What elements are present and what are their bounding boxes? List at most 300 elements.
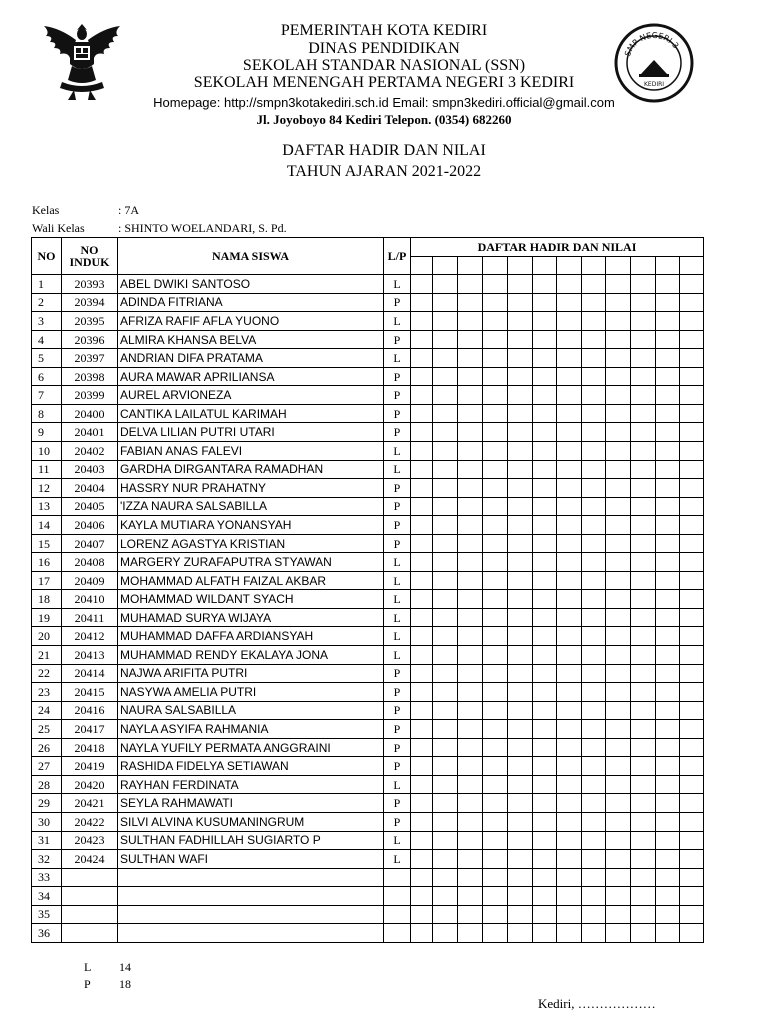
- attendance-cell[interactable]: [433, 571, 458, 590]
- attendance-cell[interactable]: [533, 275, 557, 294]
- attendance-cell[interactable]: [433, 275, 458, 294]
- attendance-cell[interactable]: [582, 720, 606, 739]
- attendance-cell[interactable]: [458, 887, 483, 906]
- attendance-cell[interactable]: [508, 683, 533, 702]
- attendance-cell[interactable]: [483, 683, 508, 702]
- attendance-cell[interactable]: [656, 905, 680, 924]
- attendance-cell[interactable]: [508, 850, 533, 869]
- attendance-cell[interactable]: [458, 720, 483, 739]
- attendance-cell[interactable]: [631, 738, 656, 757]
- attendance-cell[interactable]: [680, 367, 704, 386]
- attendance-cell[interactable]: [606, 646, 631, 665]
- attendance-cell[interactable]: [557, 850, 582, 869]
- attendance-cell[interactable]: [582, 757, 606, 776]
- attendance-cell[interactable]: [656, 775, 680, 794]
- attendance-cell[interactable]: [411, 367, 433, 386]
- attendance-cell[interactable]: [533, 516, 557, 535]
- attendance-cell[interactable]: [411, 646, 433, 665]
- attendance-cell[interactable]: [533, 312, 557, 331]
- attendance-cell[interactable]: [606, 479, 631, 498]
- attendance-cell[interactable]: [582, 479, 606, 498]
- attendance-cell[interactable]: [631, 812, 656, 831]
- attendance-cell[interactable]: [508, 497, 533, 516]
- attendance-cell[interactable]: [411, 534, 433, 553]
- attendance-cell[interactable]: [411, 831, 433, 850]
- attendance-cell[interactable]: [582, 497, 606, 516]
- attendance-cell[interactable]: [483, 905, 508, 924]
- attendance-cell[interactable]: [656, 590, 680, 609]
- attendance-cell[interactable]: [483, 571, 508, 590]
- attendance-cell[interactable]: [631, 330, 656, 349]
- attendance-cell[interactable]: [508, 293, 533, 312]
- attendance-cell[interactable]: [433, 516, 458, 535]
- attendance-cell[interactable]: [582, 794, 606, 813]
- attendance-cell[interactable]: [458, 683, 483, 702]
- attendance-cell[interactable]: [557, 887, 582, 906]
- attendance-cell[interactable]: [508, 831, 533, 850]
- attendance-cell[interactable]: [411, 775, 433, 794]
- attendance-cell[interactable]: [582, 812, 606, 831]
- attendance-cell[interactable]: [606, 275, 631, 294]
- attendance-cell[interactable]: [458, 868, 483, 887]
- attendance-cell[interactable]: [508, 887, 533, 906]
- attendance-cell[interactable]: [606, 497, 631, 516]
- attendance-cell[interactable]: [557, 664, 582, 683]
- attendance-cell[interactable]: [508, 720, 533, 739]
- attendance-cell[interactable]: [557, 775, 582, 794]
- attendance-cell[interactable]: [411, 812, 433, 831]
- attendance-cell[interactable]: [656, 349, 680, 368]
- attendance-cell[interactable]: [606, 812, 631, 831]
- attendance-cell[interactable]: [433, 683, 458, 702]
- attendance-cell[interactable]: [508, 479, 533, 498]
- attendance-cell[interactable]: [433, 423, 458, 442]
- attendance-cell[interactable]: [508, 794, 533, 813]
- attendance-cell[interactable]: [656, 664, 680, 683]
- attendance-cell[interactable]: [606, 404, 631, 423]
- attendance-cell[interactable]: [680, 497, 704, 516]
- attendance-cell[interactable]: [582, 442, 606, 461]
- attendance-cell[interactable]: [411, 738, 433, 757]
- attendance-cell[interactable]: [483, 404, 508, 423]
- attendance-cell[interactable]: [411, 664, 433, 683]
- attendance-cell[interactable]: [433, 367, 458, 386]
- attendance-cell[interactable]: [606, 349, 631, 368]
- attendance-cell[interactable]: [433, 293, 458, 312]
- attendance-cell[interactable]: [433, 553, 458, 572]
- attendance-cell[interactable]: [533, 349, 557, 368]
- attendance-cell[interactable]: [656, 330, 680, 349]
- attendance-cell[interactable]: [557, 479, 582, 498]
- attendance-cell[interactable]: [582, 905, 606, 924]
- attendance-cell[interactable]: [433, 738, 458, 757]
- attendance-cell[interactable]: [411, 905, 433, 924]
- attendance-cell[interactable]: [656, 887, 680, 906]
- attendance-cell[interactable]: [582, 627, 606, 646]
- attendance-cell[interactable]: [411, 312, 433, 331]
- attendance-cell[interactable]: [582, 646, 606, 665]
- attendance-cell[interactable]: [411, 479, 433, 498]
- attendance-cell[interactable]: [631, 850, 656, 869]
- attendance-cell[interactable]: [582, 312, 606, 331]
- attendance-cell[interactable]: [557, 831, 582, 850]
- attendance-cell[interactable]: [458, 590, 483, 609]
- attendance-cell[interactable]: [508, 312, 533, 331]
- attendance-cell[interactable]: [656, 646, 680, 665]
- attendance-cell[interactable]: [533, 367, 557, 386]
- attendance-cell[interactable]: [606, 738, 631, 757]
- attendance-cell[interactable]: [458, 293, 483, 312]
- attendance-cell[interactable]: [483, 887, 508, 906]
- attendance-cell[interactable]: [533, 850, 557, 869]
- attendance-cell[interactable]: [680, 757, 704, 776]
- attendance-cell[interactable]: [411, 924, 433, 943]
- attendance-cell[interactable]: [631, 794, 656, 813]
- attendance-cell[interactable]: [582, 775, 606, 794]
- attendance-cell[interactable]: [631, 905, 656, 924]
- attendance-cell[interactable]: [680, 590, 704, 609]
- attendance-cell[interactable]: [433, 590, 458, 609]
- attendance-cell[interactable]: [483, 423, 508, 442]
- attendance-cell[interactable]: [606, 831, 631, 850]
- attendance-cell[interactable]: [458, 812, 483, 831]
- attendance-cell[interactable]: [631, 590, 656, 609]
- attendance-cell[interactable]: [458, 367, 483, 386]
- attendance-cell[interactable]: [433, 497, 458, 516]
- attendance-cell[interactable]: [483, 460, 508, 479]
- attendance-cell[interactable]: [680, 701, 704, 720]
- attendance-cell[interactable]: [508, 460, 533, 479]
- attendance-cell[interactable]: [680, 775, 704, 794]
- attendance-cell[interactable]: [582, 349, 606, 368]
- attendance-cell[interactable]: [533, 590, 557, 609]
- attendance-cell[interactable]: [483, 516, 508, 535]
- attendance-cell[interactable]: [606, 516, 631, 535]
- attendance-cell[interactable]: [631, 423, 656, 442]
- attendance-cell[interactable]: [631, 701, 656, 720]
- attendance-cell[interactable]: [458, 404, 483, 423]
- attendance-cell[interactable]: [656, 516, 680, 535]
- attendance-cell[interactable]: [631, 497, 656, 516]
- attendance-cell[interactable]: [680, 646, 704, 665]
- attendance-cell[interactable]: [582, 701, 606, 720]
- attendance-cell[interactable]: [582, 868, 606, 887]
- attendance-cell[interactable]: [656, 367, 680, 386]
- attendance-cell[interactable]: [680, 664, 704, 683]
- attendance-cell[interactable]: [533, 479, 557, 498]
- attendance-cell[interactable]: [433, 757, 458, 776]
- attendance-cell[interactable]: [582, 423, 606, 442]
- attendance-cell[interactable]: [557, 608, 582, 627]
- attendance-cell[interactable]: [533, 571, 557, 590]
- attendance-cell[interactable]: [680, 516, 704, 535]
- attendance-cell[interactable]: [433, 479, 458, 498]
- attendance-cell[interactable]: [483, 794, 508, 813]
- attendance-cell[interactable]: [508, 812, 533, 831]
- attendance-cell[interactable]: [458, 924, 483, 943]
- attendance-cell[interactable]: [533, 627, 557, 646]
- attendance-cell[interactable]: [557, 868, 582, 887]
- attendance-cell[interactable]: [656, 831, 680, 850]
- attendance-cell[interactable]: [680, 738, 704, 757]
- attendance-cell[interactable]: [458, 701, 483, 720]
- attendance-cell[interactable]: [680, 460, 704, 479]
- attendance-cell[interactable]: [411, 330, 433, 349]
- attendance-cell[interactable]: [656, 571, 680, 590]
- attendance-cell[interactable]: [411, 683, 433, 702]
- attendance-cell[interactable]: [508, 349, 533, 368]
- attendance-cell[interactable]: [508, 590, 533, 609]
- attendance-cell[interactable]: [631, 534, 656, 553]
- attendance-cell[interactable]: [656, 720, 680, 739]
- attendance-cell[interactable]: [508, 275, 533, 294]
- attendance-cell[interactable]: [680, 423, 704, 442]
- attendance-cell[interactable]: [582, 386, 606, 405]
- attendance-cell[interactable]: [533, 553, 557, 572]
- attendance-cell[interactable]: [582, 738, 606, 757]
- attendance-cell[interactable]: [557, 330, 582, 349]
- attendance-cell[interactable]: [656, 423, 680, 442]
- attendance-cell[interactable]: [582, 293, 606, 312]
- attendance-cell[interactable]: [533, 831, 557, 850]
- attendance-cell[interactable]: [680, 312, 704, 331]
- attendance-cell[interactable]: [680, 534, 704, 553]
- attendance-cell[interactable]: [411, 423, 433, 442]
- attendance-cell[interactable]: [483, 534, 508, 553]
- attendance-cell[interactable]: [680, 404, 704, 423]
- attendance-cell[interactable]: [582, 404, 606, 423]
- attendance-cell[interactable]: [508, 330, 533, 349]
- attendance-cell[interactable]: [483, 442, 508, 461]
- attendance-cell[interactable]: [483, 312, 508, 331]
- attendance-cell[interactable]: [680, 293, 704, 312]
- attendance-cell[interactable]: [411, 275, 433, 294]
- attendance-cell[interactable]: [656, 738, 680, 757]
- attendance-cell[interactable]: [533, 460, 557, 479]
- attendance-cell[interactable]: [458, 757, 483, 776]
- attendance-cell[interactable]: [656, 683, 680, 702]
- attendance-cell[interactable]: [411, 701, 433, 720]
- attendance-cell[interactable]: [458, 460, 483, 479]
- attendance-cell[interactable]: [606, 590, 631, 609]
- attendance-cell[interactable]: [483, 293, 508, 312]
- attendance-cell[interactable]: [411, 293, 433, 312]
- attendance-cell[interactable]: [458, 794, 483, 813]
- attendance-cell[interactable]: [656, 627, 680, 646]
- attendance-cell[interactable]: [680, 627, 704, 646]
- attendance-cell[interactable]: [631, 386, 656, 405]
- attendance-cell[interactable]: [458, 627, 483, 646]
- attendance-cell[interactable]: [680, 812, 704, 831]
- attendance-cell[interactable]: [680, 868, 704, 887]
- attendance-cell[interactable]: [557, 460, 582, 479]
- attendance-cell[interactable]: [680, 479, 704, 498]
- attendance-cell[interactable]: [606, 924, 631, 943]
- attendance-cell[interactable]: [458, 349, 483, 368]
- attendance-cell[interactable]: [656, 812, 680, 831]
- attendance-cell[interactable]: [656, 275, 680, 294]
- attendance-cell[interactable]: [508, 516, 533, 535]
- attendance-cell[interactable]: [631, 664, 656, 683]
- attendance-cell[interactable]: [433, 312, 458, 331]
- attendance-cell[interactable]: [433, 442, 458, 461]
- attendance-cell[interactable]: [606, 312, 631, 331]
- attendance-cell[interactable]: [508, 571, 533, 590]
- attendance-cell[interactable]: [483, 627, 508, 646]
- attendance-cell[interactable]: [606, 571, 631, 590]
- attendance-cell[interactable]: [606, 683, 631, 702]
- attendance-cell[interactable]: [557, 423, 582, 442]
- attendance-cell[interactable]: [458, 516, 483, 535]
- attendance-cell[interactable]: [606, 868, 631, 887]
- attendance-cell[interactable]: [411, 608, 433, 627]
- attendance-cell[interactable]: [557, 757, 582, 776]
- attendance-cell[interactable]: [680, 553, 704, 572]
- attendance-cell[interactable]: [508, 423, 533, 442]
- attendance-cell[interactable]: [631, 757, 656, 776]
- attendance-cell[interactable]: [433, 701, 458, 720]
- attendance-cell[interactable]: [656, 497, 680, 516]
- attendance-cell[interactable]: [631, 553, 656, 572]
- attendance-cell[interactable]: [433, 646, 458, 665]
- attendance-cell[interactable]: [582, 330, 606, 349]
- attendance-cell[interactable]: [533, 701, 557, 720]
- attendance-cell[interactable]: [411, 887, 433, 906]
- attendance-cell[interactable]: [458, 275, 483, 294]
- attendance-cell[interactable]: [656, 312, 680, 331]
- attendance-cell[interactable]: [631, 720, 656, 739]
- attendance-cell[interactable]: [656, 701, 680, 720]
- attendance-cell[interactable]: [533, 646, 557, 665]
- attendance-cell[interactable]: [680, 386, 704, 405]
- attendance-cell[interactable]: [508, 646, 533, 665]
- attendance-cell[interactable]: [458, 905, 483, 924]
- attendance-cell[interactable]: [411, 794, 433, 813]
- attendance-cell[interactable]: [557, 275, 582, 294]
- attendance-cell[interactable]: [433, 386, 458, 405]
- attendance-cell[interactable]: [458, 534, 483, 553]
- attendance-cell[interactable]: [533, 330, 557, 349]
- attendance-cell[interactable]: [582, 887, 606, 906]
- attendance-cell[interactable]: [680, 571, 704, 590]
- attendance-cell[interactable]: [483, 757, 508, 776]
- attendance-cell[interactable]: [582, 516, 606, 535]
- attendance-cell[interactable]: [557, 312, 582, 331]
- attendance-cell[interactable]: [631, 608, 656, 627]
- attendance-cell[interactable]: [656, 534, 680, 553]
- attendance-cell[interactable]: [411, 349, 433, 368]
- attendance-cell[interactable]: [533, 664, 557, 683]
- attendance-cell[interactable]: [557, 404, 582, 423]
- attendance-cell[interactable]: [411, 386, 433, 405]
- attendance-cell[interactable]: [483, 367, 508, 386]
- attendance-cell[interactable]: [656, 404, 680, 423]
- attendance-cell[interactable]: [483, 608, 508, 627]
- attendance-cell[interactable]: [433, 794, 458, 813]
- attendance-cell[interactable]: [680, 275, 704, 294]
- attendance-cell[interactable]: [606, 608, 631, 627]
- attendance-cell[interactable]: [483, 497, 508, 516]
- attendance-cell[interactable]: [606, 386, 631, 405]
- attendance-cell[interactable]: [483, 775, 508, 794]
- attendance-cell[interactable]: [557, 349, 582, 368]
- attendance-cell[interactable]: [557, 683, 582, 702]
- attendance-cell[interactable]: [631, 831, 656, 850]
- attendance-cell[interactable]: [483, 720, 508, 739]
- attendance-cell[interactable]: [508, 775, 533, 794]
- attendance-cell[interactable]: [656, 293, 680, 312]
- attendance-cell[interactable]: [508, 701, 533, 720]
- attendance-cell[interactable]: [582, 534, 606, 553]
- attendance-cell[interactable]: [557, 905, 582, 924]
- attendance-cell[interactable]: [533, 293, 557, 312]
- attendance-cell[interactable]: [606, 794, 631, 813]
- attendance-cell[interactable]: [582, 460, 606, 479]
- attendance-cell[interactable]: [606, 664, 631, 683]
- attendance-cell[interactable]: [533, 887, 557, 906]
- attendance-cell[interactable]: [433, 775, 458, 794]
- attendance-cell[interactable]: [508, 924, 533, 943]
- attendance-cell[interactable]: [557, 738, 582, 757]
- attendance-cell[interactable]: [557, 701, 582, 720]
- attendance-cell[interactable]: [557, 516, 582, 535]
- attendance-cell[interactable]: [631, 404, 656, 423]
- attendance-cell[interactable]: [557, 646, 582, 665]
- attendance-cell[interactable]: [533, 386, 557, 405]
- attendance-cell[interactable]: [411, 590, 433, 609]
- attendance-cell[interactable]: [483, 590, 508, 609]
- attendance-cell[interactable]: [483, 553, 508, 572]
- attendance-cell[interactable]: [483, 646, 508, 665]
- attendance-cell[interactable]: [656, 442, 680, 461]
- attendance-cell[interactable]: [433, 330, 458, 349]
- attendance-cell[interactable]: [533, 775, 557, 794]
- attendance-cell[interactable]: [433, 720, 458, 739]
- attendance-cell[interactable]: [582, 608, 606, 627]
- attendance-cell[interactable]: [631, 627, 656, 646]
- attendance-cell[interactable]: [557, 367, 582, 386]
- attendance-cell[interactable]: [631, 293, 656, 312]
- attendance-cell[interactable]: [606, 757, 631, 776]
- attendance-cell[interactable]: [557, 386, 582, 405]
- attendance-cell[interactable]: [508, 442, 533, 461]
- attendance-cell[interactable]: [631, 516, 656, 535]
- attendance-cell[interactable]: [508, 553, 533, 572]
- attendance-cell[interactable]: [557, 794, 582, 813]
- attendance-cell[interactable]: [680, 608, 704, 627]
- attendance-cell[interactable]: [458, 571, 483, 590]
- attendance-cell[interactable]: [557, 924, 582, 943]
- attendance-cell[interactable]: [483, 479, 508, 498]
- attendance-cell[interactable]: [533, 905, 557, 924]
- attendance-cell[interactable]: [508, 404, 533, 423]
- attendance-cell[interactable]: [533, 497, 557, 516]
- attendance-cell[interactable]: [656, 794, 680, 813]
- attendance-cell[interactable]: [656, 460, 680, 479]
- attendance-cell[interactable]: [606, 905, 631, 924]
- attendance-cell[interactable]: [508, 738, 533, 757]
- attendance-cell[interactable]: [458, 386, 483, 405]
- attendance-cell[interactable]: [433, 404, 458, 423]
- attendance-cell[interactable]: [533, 812, 557, 831]
- attendance-cell[interactable]: [631, 775, 656, 794]
- attendance-cell[interactable]: [508, 664, 533, 683]
- attendance-cell[interactable]: [483, 664, 508, 683]
- attendance-cell[interactable]: [508, 868, 533, 887]
- attendance-cell[interactable]: [557, 534, 582, 553]
- attendance-cell[interactable]: [656, 479, 680, 498]
- attendance-cell[interactable]: [631, 349, 656, 368]
